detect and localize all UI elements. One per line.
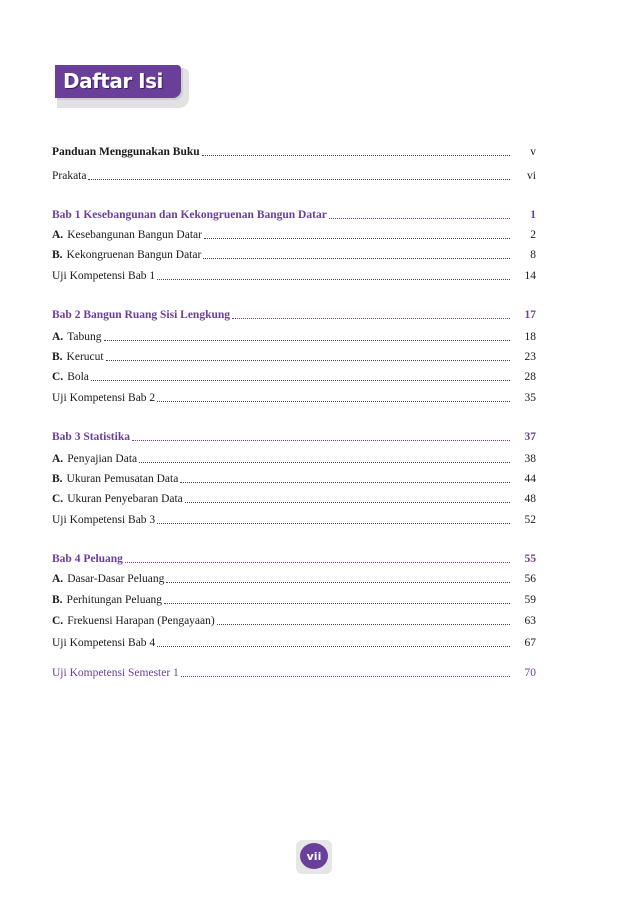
- dot-leader: [203, 248, 510, 262]
- toc-entry-title: Panduan Menggunakan Buku: [52, 146, 200, 158]
- toc-entry-title: Penyajian Data: [67, 453, 138, 465]
- toc-entry-letter: B.: [52, 351, 63, 363]
- dot-leader: [104, 330, 510, 344]
- page-title: Daftar Isi: [63, 69, 163, 93]
- toc-entry-title: Bab 2 Bangun Ruang Sisi Lengkung: [52, 309, 231, 321]
- dot-leader: [132, 430, 510, 444]
- toc-entry-title: Bab 4 Peluang: [52, 553, 123, 565]
- toc-entry[interactable]: [52, 490, 536, 506]
- toc-entry-title: Prakata: [52, 170, 87, 182]
- toc-entry[interactable]: [52, 246, 536, 262]
- dot-leader: [139, 452, 510, 466]
- toc-entry-page: 67: [524, 637, 536, 649]
- toc-entry-title: Kekongruenan Bangun Datar: [66, 249, 202, 261]
- toc-entry-letter: A.: [52, 229, 64, 241]
- toc-entry-title: Uji Kompetensi Bab 4: [52, 637, 156, 649]
- toc-entry-page: 23: [524, 351, 536, 363]
- toc-entry-title: Bab 3 Statistika: [52, 431, 130, 443]
- toc-entry[interactable]: [52, 143, 536, 159]
- dot-leader: [164, 593, 510, 607]
- dot-leader: [232, 308, 510, 322]
- toc-entry-title: Dasar-Dasar Peluang: [67, 573, 165, 585]
- toc-entry-letter: C.: [52, 493, 64, 505]
- toc-entry-title: Bab 1 Kesebangunan dan Kekongruenan Bangun Datar: [52, 209, 327, 221]
- toc-entry[interactable]: [52, 328, 536, 344]
- toc-entry-title: Perhitungan Peluang: [66, 594, 163, 606]
- toc-entry-title: Ukuran Penyebaran Data: [67, 493, 183, 505]
- toc-entry[interactable]: [52, 550, 536, 566]
- toc-entry-title: Bola: [67, 371, 89, 383]
- toc-entry-letter: A.: [52, 573, 64, 585]
- toc-entry[interactable]: [52, 226, 536, 242]
- dot-leader: [157, 636, 510, 650]
- dot-leader: [185, 492, 510, 506]
- toc-entry-page: 18: [524, 331, 536, 343]
- dot-leader: [157, 391, 510, 405]
- toc-entry[interactable]: [52, 612, 536, 628]
- page-number: vii: [306, 849, 322, 863]
- toc-entry[interactable]: [52, 348, 536, 364]
- toc-entry-page: 2: [530, 229, 536, 241]
- toc-entry-title: Tabung: [67, 331, 102, 343]
- toc-entry-page: 17: [524, 309, 536, 321]
- toc-entry[interactable]: [52, 634, 536, 650]
- toc-entry-page: 52: [524, 514, 536, 526]
- toc-entry-page: 56: [524, 573, 536, 585]
- dot-leader: [166, 572, 510, 586]
- dot-leader: [125, 552, 510, 566]
- toc-entry-letter: B.: [52, 594, 63, 606]
- toc-entry[interactable]: [52, 389, 536, 405]
- toc-entry-page: vi: [527, 170, 536, 182]
- toc-entry[interactable]: [52, 206, 536, 222]
- toc-entry-letter: A.: [52, 453, 64, 465]
- dot-leader: [157, 269, 510, 283]
- toc-entry[interactable]: [52, 428, 536, 444]
- dot-leader: [91, 370, 510, 384]
- toc-entry-page: 1: [530, 209, 536, 221]
- toc-entry-page: 55: [524, 553, 536, 565]
- toc-entry-title: Uji Kompetensi Semester 1: [52, 667, 179, 679]
- toc-entry-page: 37: [524, 431, 536, 443]
- toc-entry-page: 35: [524, 392, 536, 404]
- dot-leader: [157, 513, 510, 527]
- toc-entry-page: 44: [524, 473, 536, 485]
- toc-entry-letter: B.: [52, 249, 63, 261]
- dot-leader: [202, 145, 510, 159]
- toc-entry-page: 28: [524, 371, 536, 383]
- toc-entry[interactable]: [52, 591, 536, 607]
- toc-entry[interactable]: [52, 368, 536, 384]
- toc-entry-letter: A.: [52, 331, 64, 343]
- toc-entry[interactable]: [52, 167, 536, 183]
- dot-leader: [88, 169, 510, 183]
- toc-entry[interactable]: [52, 450, 536, 466]
- toc-entry[interactable]: [52, 511, 536, 527]
- toc-entry-letter: B.: [52, 473, 63, 485]
- toc-entry-title: Ukuran Pemusatan Data: [66, 473, 179, 485]
- toc-entry-letter: C.: [52, 615, 64, 627]
- toc-entry[interactable]: [52, 267, 536, 283]
- dot-leader: [106, 350, 510, 364]
- toc-entry-title: Uji Kompetensi Bab 2: [52, 392, 156, 404]
- toc-entry[interactable]: [52, 664, 536, 680]
- dot-leader: [329, 208, 510, 222]
- dot-leader: [181, 666, 510, 680]
- toc-entry-page: 70: [524, 667, 536, 679]
- toc-entry[interactable]: [52, 470, 536, 486]
- dot-leader: [217, 614, 510, 628]
- dot-leader: [180, 472, 510, 486]
- toc-entry-title: Kesebangunan Bangun Datar: [67, 229, 202, 241]
- toc-entry-page: 48: [524, 493, 536, 505]
- toc-entry-page: 63: [524, 615, 536, 627]
- toc-entry-page: 38: [524, 453, 536, 465]
- toc-entry-title: Kerucut: [66, 351, 104, 363]
- dot-leader: [204, 228, 510, 242]
- toc-entry-title: Frekuensi Harapan (Pengayaan): [67, 615, 215, 627]
- toc-entry-page: 59: [524, 594, 536, 606]
- toc-entry-page: v: [530, 146, 536, 158]
- toc-entry[interactable]: [52, 306, 536, 322]
- toc-entry-page: 14: [524, 270, 536, 282]
- page-number-badge: [300, 843, 328, 869]
- toc-entry-title: Uji Kompetensi Bab 3: [52, 514, 156, 526]
- toc-entry[interactable]: [52, 570, 536, 586]
- toc-entry-page: 8: [530, 249, 536, 261]
- toc-entry-letter: C.: [52, 371, 64, 383]
- toc-entry-title: Uji Kompetensi Bab 1: [52, 270, 156, 282]
